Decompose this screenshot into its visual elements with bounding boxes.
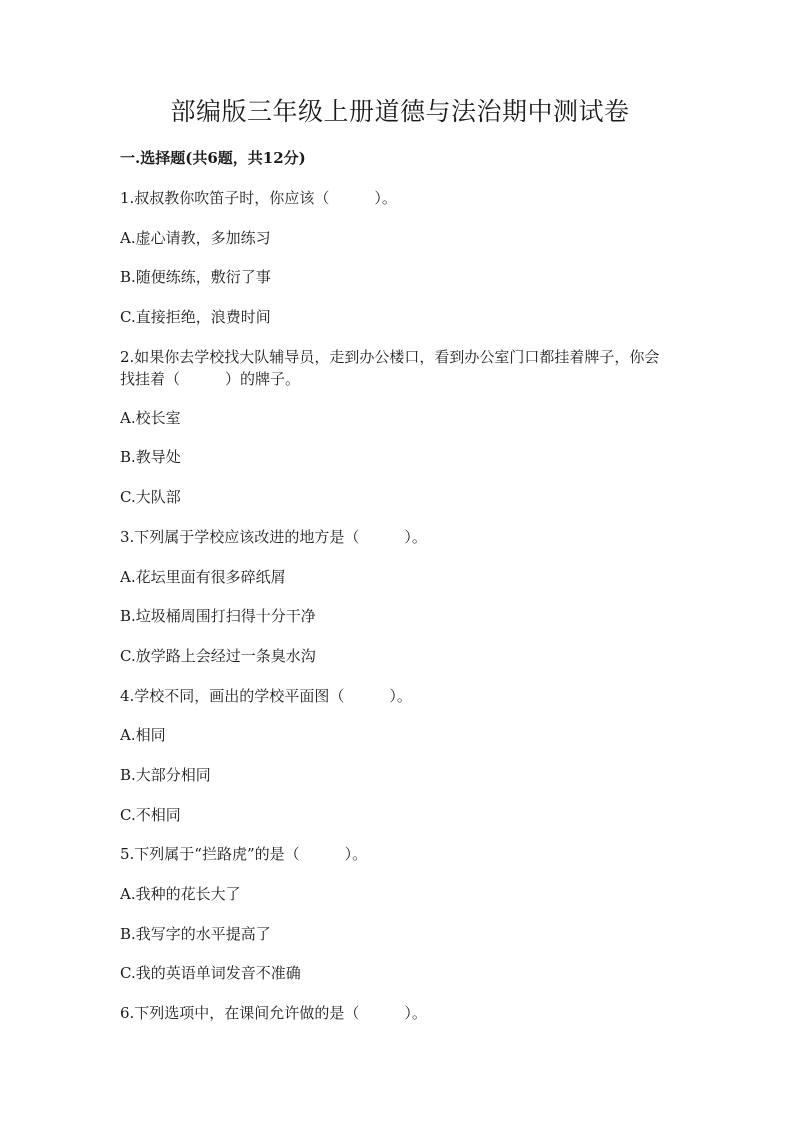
page-title: 部编版三年级上册道德与法治期中测试卷 — [170, 97, 630, 126]
question-2-stem: 2.如果你去学校找大队辅导员，走到办公楼口，看到办公室门口都挂着牌子，你会找挂着（ ）的牌子。 — [120, 348, 660, 388]
question-5-option-b: B.我写字的水平提高了 — [120, 925, 271, 943]
question-4-stem: 4.学校不同，画出的学校平面图（ ）。 — [120, 687, 412, 705]
question-5-option-c: C.我的英语单词发音不准确 — [120, 964, 301, 982]
question-1-option-c: C.直接拒绝，浪费时间 — [120, 308, 271, 326]
question-3-option-b: B.垃圾桶周围打扫得十分干净 — [120, 607, 316, 625]
question-4-option-c: C.不相同 — [120, 806, 181, 824]
section-heading: 一.选择题(共6题，共12分) — [120, 149, 306, 167]
question-4-option-b: B.大部分相同 — [120, 766, 211, 784]
question-6-stem: 6.下列选项中，在课间允许做的是（ ）。 — [120, 1004, 427, 1022]
question-3-option-a: A.花坛里面有很多碎纸屑 — [120, 568, 286, 586]
question-2-option-a: A.校长室 — [120, 409, 181, 427]
question-1-stem: 1.叔叔教你吹笛子时，你应该（ ）。 — [120, 189, 397, 207]
question-5-stem: 5.下列属于“拦路虎”的是（ ）。 — [120, 845, 368, 863]
question-3-stem: 3.下列属于学校应该改进的地方是（ ）。 — [120, 528, 427, 546]
question-1-option-a: A.虚心请教，多加练习 — [120, 229, 271, 247]
question-2-option-c: C.大队部 — [120, 488, 181, 506]
question-1-option-b: B.随便练练，敷衍了事 — [120, 268, 271, 286]
question-4-option-a: A.相同 — [120, 726, 166, 744]
question-3-option-c: C.放学路上会经过一条臭水沟 — [120, 647, 316, 665]
question-2-option-b: B.教导处 — [120, 448, 181, 466]
question-5-option-a: A.我种的花长大了 — [120, 885, 241, 903]
